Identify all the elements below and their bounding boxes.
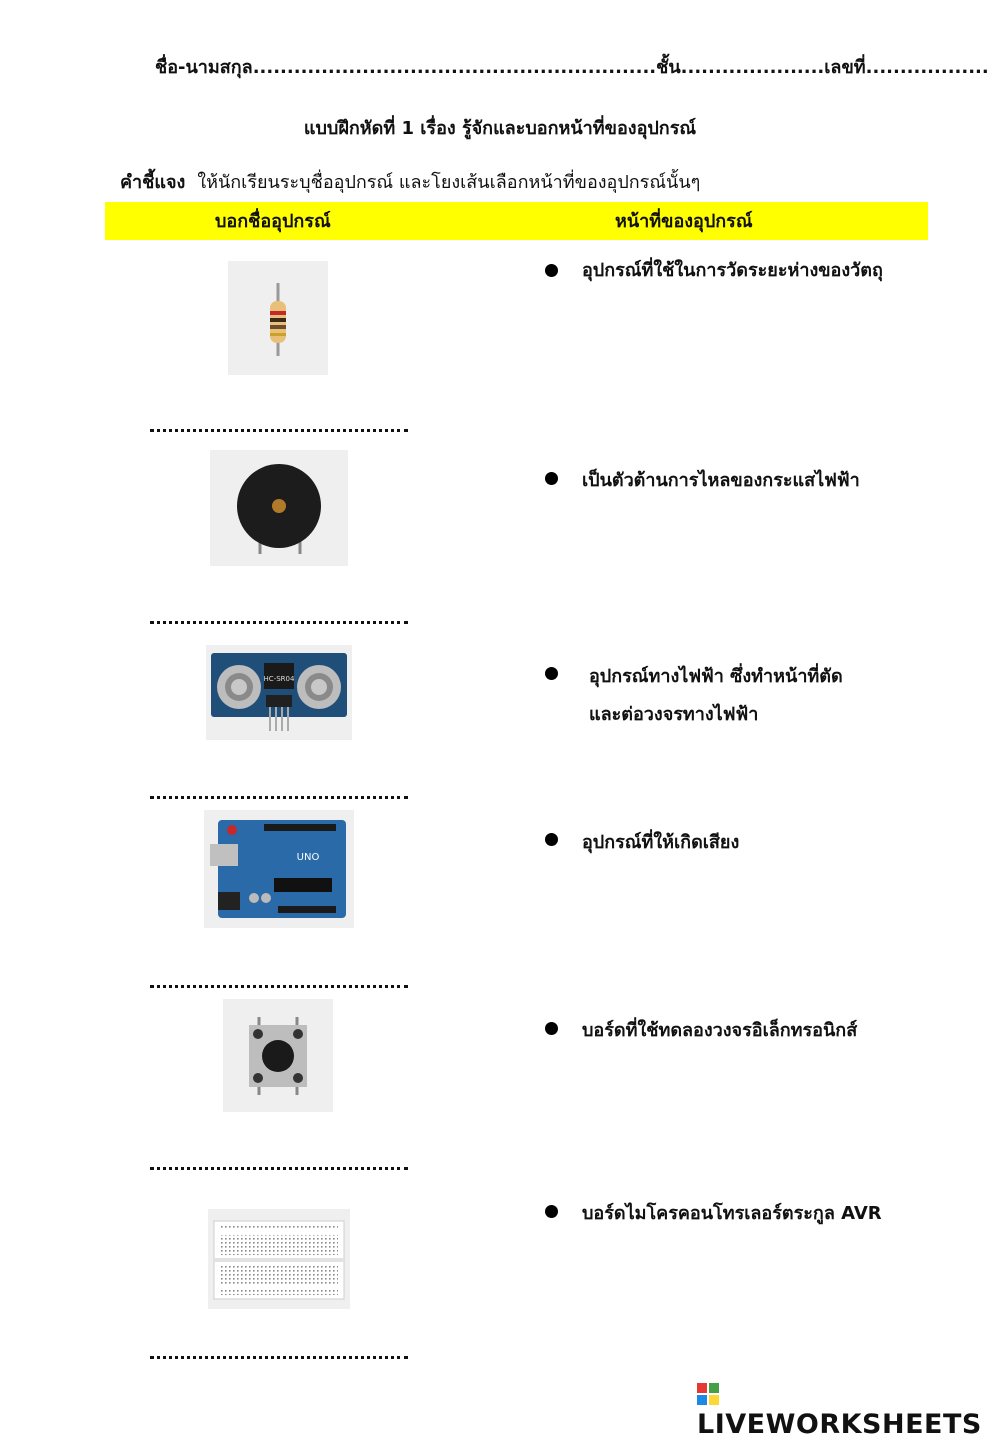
student-info-line (155, 52, 989, 81)
bullet-icon[interactable] (545, 472, 558, 485)
bullet-icon[interactable] (545, 1022, 558, 1035)
buzzer-icon (210, 450, 348, 566)
resistor-icon (228, 261, 328, 375)
answer-blank-5[interactable] (150, 1167, 408, 1170)
device-image-breadboard (208, 1209, 350, 1309)
function-item-5 (582, 1012, 857, 1050)
function-text: อุปกรณ์ทางไฟฟ้า ซึ่งทำหน้าที่ตัด (589, 666, 843, 687)
device-image-ultrasonic-sensor (206, 645, 352, 740)
number-blank[interactable]: .................. (865, 57, 989, 78)
liveworksheets-logo (697, 1378, 1000, 1440)
answer-blank-2[interactable] (150, 621, 408, 624)
class-label: ชั้น (656, 57, 681, 78)
ultrasonic-sensor-icon (206, 645, 352, 740)
class-blank[interactable]: ..................... (680, 57, 825, 78)
breadboard-icon (208, 1209, 350, 1309)
device-image-arduino (204, 810, 354, 928)
column-header-device-name: บอกชื่ออุปกรณ์ (215, 211, 331, 232)
worksheet-title: แบบฝึกหัดที่ 1 เรื่อง รู้จักและบอกหน้าที่ของอุปกรณ์ (303, 118, 697, 139)
device-image-resistor (228, 261, 328, 375)
function-item-6 (582, 1195, 882, 1233)
function-item-1 (582, 252, 883, 290)
instruction-label: คำชี้แจง (120, 172, 186, 193)
function-item-4 (582, 824, 739, 862)
sensor-label: HC-SR04 (263, 675, 295, 683)
number-label: เลขที่ (824, 57, 866, 78)
function-text: บอร์ดไมโครคอนโทรเลอร์ตระกูล AVR (582, 1203, 882, 1224)
column-header-device-function: หน้าที่ของอุปกรณ์ (615, 211, 753, 232)
bullet-icon[interactable] (545, 833, 558, 846)
function-text: เป็นตัวต้านการไหลของกระแสไฟฟ้า (582, 470, 860, 491)
function-item-2 (582, 462, 860, 500)
function-item-3 (589, 658, 843, 734)
answer-blank-4[interactable] (150, 985, 408, 988)
name-label: ชื่อ-นามสกุล (155, 57, 253, 78)
function-text: อุปกรณ์ที่ให้เกิดเสียง (582, 832, 740, 853)
instruction (120, 167, 700, 196)
device-image-buzzer (210, 450, 348, 566)
bullet-icon[interactable] (545, 667, 558, 680)
device-image-push-button (223, 999, 333, 1112)
answer-blank-1[interactable] (150, 429, 408, 432)
logo-squares-icon (697, 1383, 719, 1405)
answer-blank-6[interactable] (150, 1356, 408, 1359)
answer-blank-3[interactable] (150, 796, 408, 799)
instruction-text: ให้นักเรียนระบุชื่ออุปกรณ์ และโยงเส้นเลือกหน้าที่ของอุปกรณ์นั้นๆ (197, 172, 701, 193)
board-label: UNO (296, 852, 320, 863)
arduino-board-icon (204, 810, 354, 928)
function-text: อุปกรณ์ที่ใช้ในการวัดระยะห่างของวัตถุ (582, 260, 883, 281)
logo-text: LIVEWORKSHEETS (697, 1409, 982, 1440)
function-text: บอร์ดที่ใช้ทดลองวงจรอิเล็กทรอนิกส์ (582, 1020, 858, 1041)
push-button-icon (223, 999, 333, 1112)
bullet-icon[interactable] (545, 264, 558, 277)
bullet-icon[interactable] (545, 1205, 558, 1218)
function-text: และต่อวงจรทางไฟฟ้า (589, 704, 759, 725)
name-blank[interactable]: ........................................................... (252, 57, 657, 78)
